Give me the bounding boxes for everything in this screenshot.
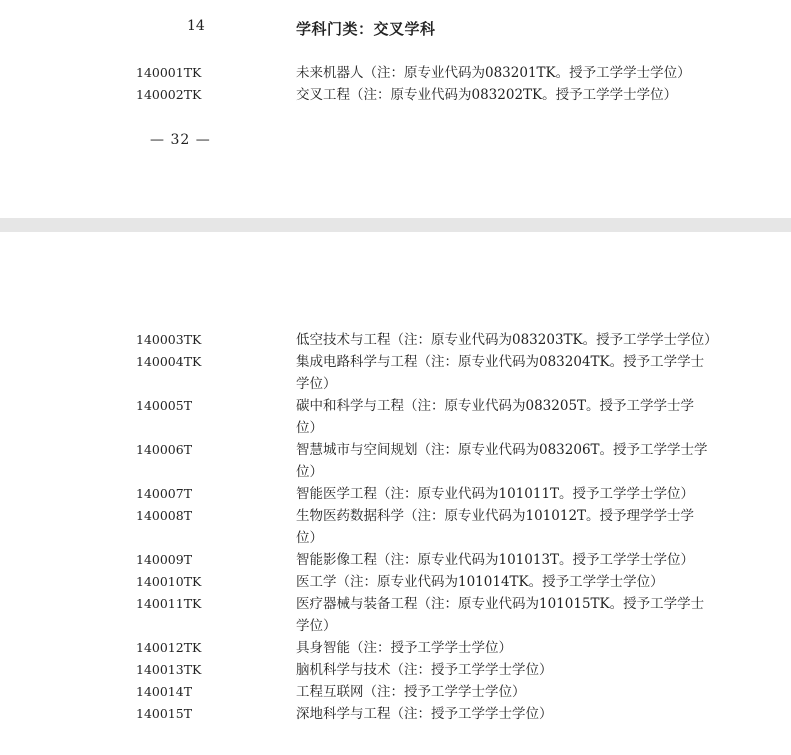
major-row [0,703,791,725]
major-row [0,395,791,439]
page-separator [0,218,791,232]
major-name: 医疗器械与装备工程（注：原专业代码为101015TK。授予工学学士学位） [296,596,705,634]
major-row [0,84,791,106]
major-row [0,483,791,505]
major-name: 智能医学工程（注：原专业代码为101011T。授予工学学士学位） [296,486,695,502]
major-code: 140001TK [136,65,202,80]
major-row [0,549,791,571]
major-list-bottom [0,329,791,725]
major-code: 140007T [136,486,193,501]
major-row [0,681,791,703]
document-page-top [0,0,791,218]
major-name: 工程互联网（注：授予工学学士学位） [296,684,526,700]
major-name: 生物医药数据科学（注：原专业代码为101012T。授予理学学士学位） [296,508,695,546]
major-row [0,439,791,483]
major-name: 智能影像工程（注：原专业代码为101013T。授予工学学士学位） [296,552,695,568]
major-name: 智慧城市与空间规划（注：原专业代码为083206T。授予工学学士学位） [296,442,708,480]
major-row [0,571,791,593]
major-name: 集成电路科学与工程（注：原专业代码为083204TK。授予工学学士学位） [296,354,705,392]
major-row [0,351,791,395]
major-name: 医工学（注：原专业代码为101014TK。授予工学学士学位） [296,574,664,590]
major-row [0,593,791,637]
major-code: 140005T [136,398,193,413]
major-code: 140010TK [136,574,202,589]
major-code: 140008T [136,508,193,523]
major-code: 140012TK [136,640,202,655]
major-name: 未来机器人（注：原专业代码为083201TK。授予工学学士学位） [296,65,691,81]
major-row [0,329,791,351]
major-code: 140006T [136,442,193,457]
document-page-bottom [0,232,791,755]
major-list-top [0,62,791,106]
major-row [0,637,791,659]
major-code: 140014T [136,684,193,699]
major-name: 碳中和科学与工程（注：原专业代码为083205T。授予工学学士学位） [296,398,695,436]
major-code: 140011TK [136,596,202,611]
major-code: 140009T [136,552,193,567]
category-number: 14 [187,18,205,34]
major-row [0,659,791,681]
major-name: 低空技术与工程（注：原专业代码为083203TK。授予工学学士学位） [296,332,718,348]
major-row [0,62,791,84]
major-name: 具身智能（注：授予工学学士学位） [296,640,512,656]
major-name: 深地科学与工程（注：授予工学学士学位） [296,706,553,722]
major-code: 140003TK [136,332,202,347]
major-name: 脑机科学与技术（注：授予工学学士学位） [296,662,553,678]
major-name: 交叉工程（注：原专业代码为083202TK。授予工学学士学位） [296,87,678,103]
major-code: 140013TK [136,662,202,677]
category-title: 学科门类：交叉学科 [296,20,436,38]
major-code: 140002TK [136,87,202,102]
page-number: — 32 — [150,132,211,148]
major-code: 140004TK [136,354,202,369]
major-row [0,505,791,549]
major-code: 140015T [136,706,193,721]
